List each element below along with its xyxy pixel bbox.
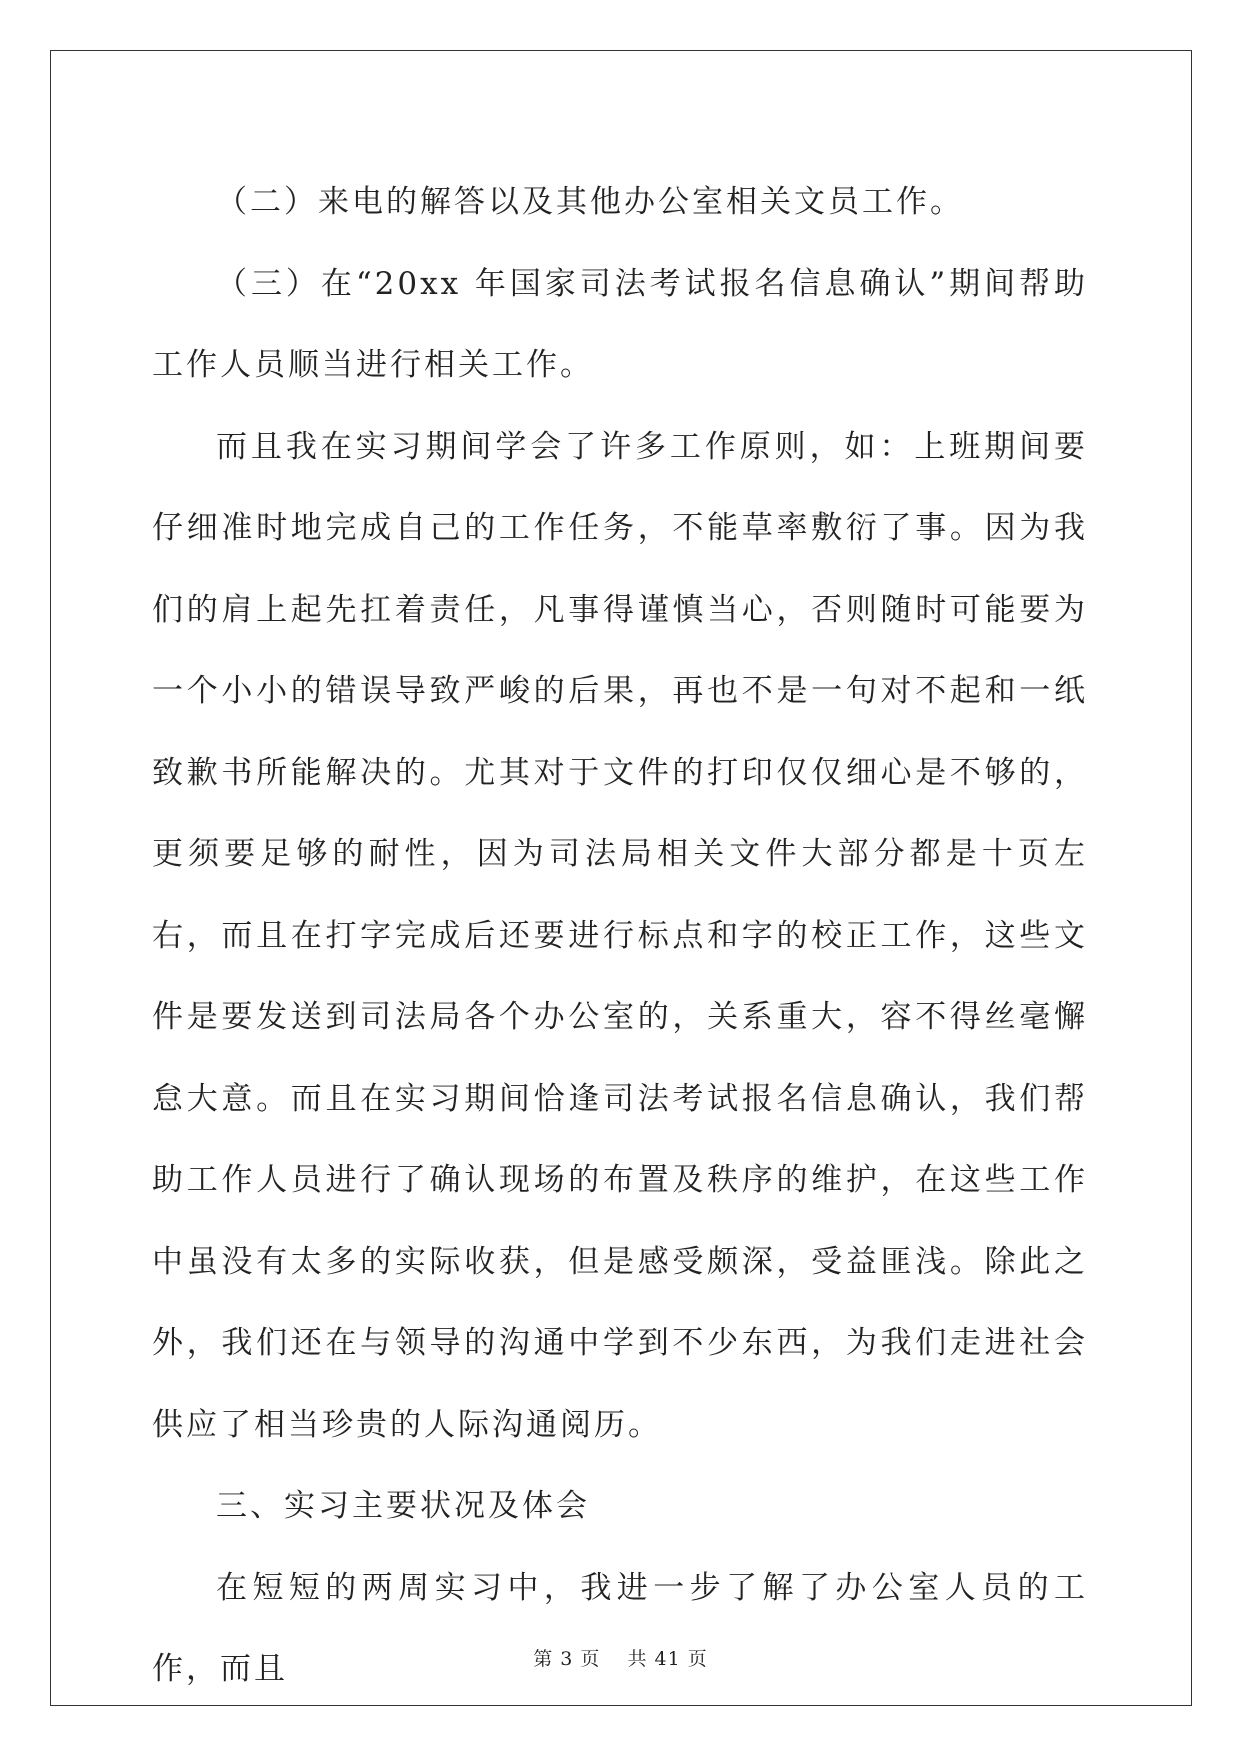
paragraph-item-3: （三）在“20xx 年国家司法考试报名信息确认”期间帮助工作人员顺当进行相关工作。 [152,265,1088,383]
document-body [152,162,1088,1711]
paragraph-work-principles: 而且我在实习期间学会了许多工作原则，如：上班期间要仔细准时地完成自己的工作任务，不能草率敷衍了事。因为我们的肩上起先扛着责任，凡事得谨慎当心，否则随时可能要为一个小小的错误导致严峻的后果，再也不是一句对不起和一纸致歉书所能解决的。尤其对于文件的打印仅仅细心是不够的，更须要足够的耐性，因为司法局相关文件大部分都是十页左右，而且在打字完成后还要进行标点和字的校正工作，这些文件是要发送到司法局各个办公室的，关系重大，容不得丝毫懈怠大意。而且在实习期间恰逢司法考试报名信息确认，我们帮助工作人员进行了确认现场的布置及秩序的维护，在这些工作中虽没有太多的实际收获，但是感受颇深，受益匪浅。除此之外，我们还在与领导的沟通中学到不少东西，为我们走进社会供应了相当珍贵的人际沟通阅历。 [152,428,1088,1443]
paragraph-item-2: （二）来电的解答以及其他办公室相关文员工作。 [216,184,964,220]
page-number-footer: 第 3 页 共 41 页 [533,1648,708,1670]
section-heading-3: 三、实习主要状况及体会 [216,1488,590,1524]
paragraph-internship-summary: 在短短的两周实习中，我进一步了解了办公室人员的工作，而且 [152,1569,1088,1687]
